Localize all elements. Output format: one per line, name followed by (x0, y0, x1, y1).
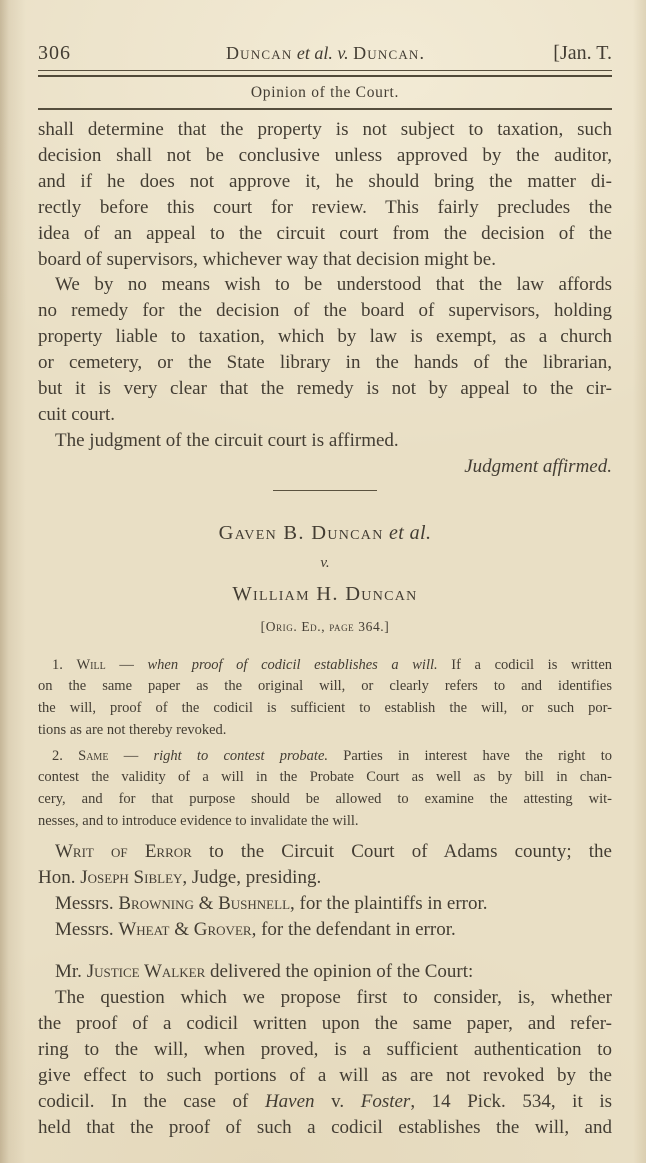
page-header (38, 42, 612, 65)
versus-label: v. (320, 554, 330, 571)
paragraph-taxation-2: We by no means wish to be understood that the law affords no remedy for the decision of the board of supervisors, holding property liable to taxation, which by law is exempt, as a church or cemetery, or the State library in the hands of the librarian, but it is very clear that the remedy is not by appeal to the cir- cuit court. (38, 274, 612, 425)
case-divider-rule (273, 490, 377, 491)
term-label: [Jan. T. (553, 42, 612, 64)
party-plaintiff: Gaven B. Duncan et al. (218, 521, 432, 544)
judgment-line: The judgment of the circuit court is affirmed. (55, 429, 399, 451)
writ-of-error-paragraph: Writ of Error to the Circuit Court of Adams county; the Hon. Joseph Sibley, Judge, presiding. (38, 841, 612, 889)
syllabus (38, 655, 612, 833)
counsel-defendant: Messrs. Wheat & Grover, for the defendant in error. (55, 919, 456, 941)
syllabus-point-1: 1. Will — when proof of codicil establishes a will. If a codicil is written on the same paper as the original will, or clearly refers to and identifies the will, proof of the codicil is sufficient to establish the will, or such por- tions as are not thereby revoked. (38, 656, 613, 738)
party-defendant: William H. Duncan (232, 582, 418, 605)
prior-opinion-text (38, 117, 612, 480)
paragraph-taxation-1: shall determine that the property is not subject to taxation, such decision shall not be conclusive unless approved by the auditor, and if he does not approve it, he should bring the matter di- rectly before this court for review. This fairly precludes the idea of an appeal to the circuit court from the decision of the board of supervisors, whichever way that decision might be. (38, 119, 612, 270)
orig-edition-note: [Orig. Ed., page 364.] (260, 618, 390, 634)
proceedings (38, 839, 612, 1141)
section-rule (38, 108, 612, 110)
case-heading (38, 520, 612, 635)
counsel-plaintiffs: Messrs. Browning & Bushnell, for the plaintiffs in error. (55, 893, 488, 915)
disposition: Judgment affirmed. (464, 455, 612, 477)
opinion-paragraph-1: The question which we propose first to consider, is, whether the proof of a codicil written upon the same paper, and refer- ring to the will, when proved, is a sufficient authentication to give effect to such portions of a will as are not revoked by the codicil. In the case of Haven v. Foster, 14 Pick. 534, it is held that the proof of such a codicil establishes the will, and (38, 987, 612, 1139)
syllabus-point-2: 2. Same — right to contest probate. Parties in interest have the right to contest the validity of a will in the Probate Court as well as by bill in chan- cery, and for that purpose should be allowed to examine the attesting wit- nesses, and to introduce evidence to invalidate the will. (38, 747, 613, 829)
section-label: Opinion of the Court. (250, 84, 400, 101)
page-number: 306 (38, 42, 71, 64)
page-content (38, 0, 612, 1141)
running-title: Duncan et al. v. Duncan. (225, 43, 425, 63)
header-rule (38, 70, 612, 77)
opinion-attribution: Mr. Justice Walker delivered the opinion of the Court: (55, 961, 474, 983)
